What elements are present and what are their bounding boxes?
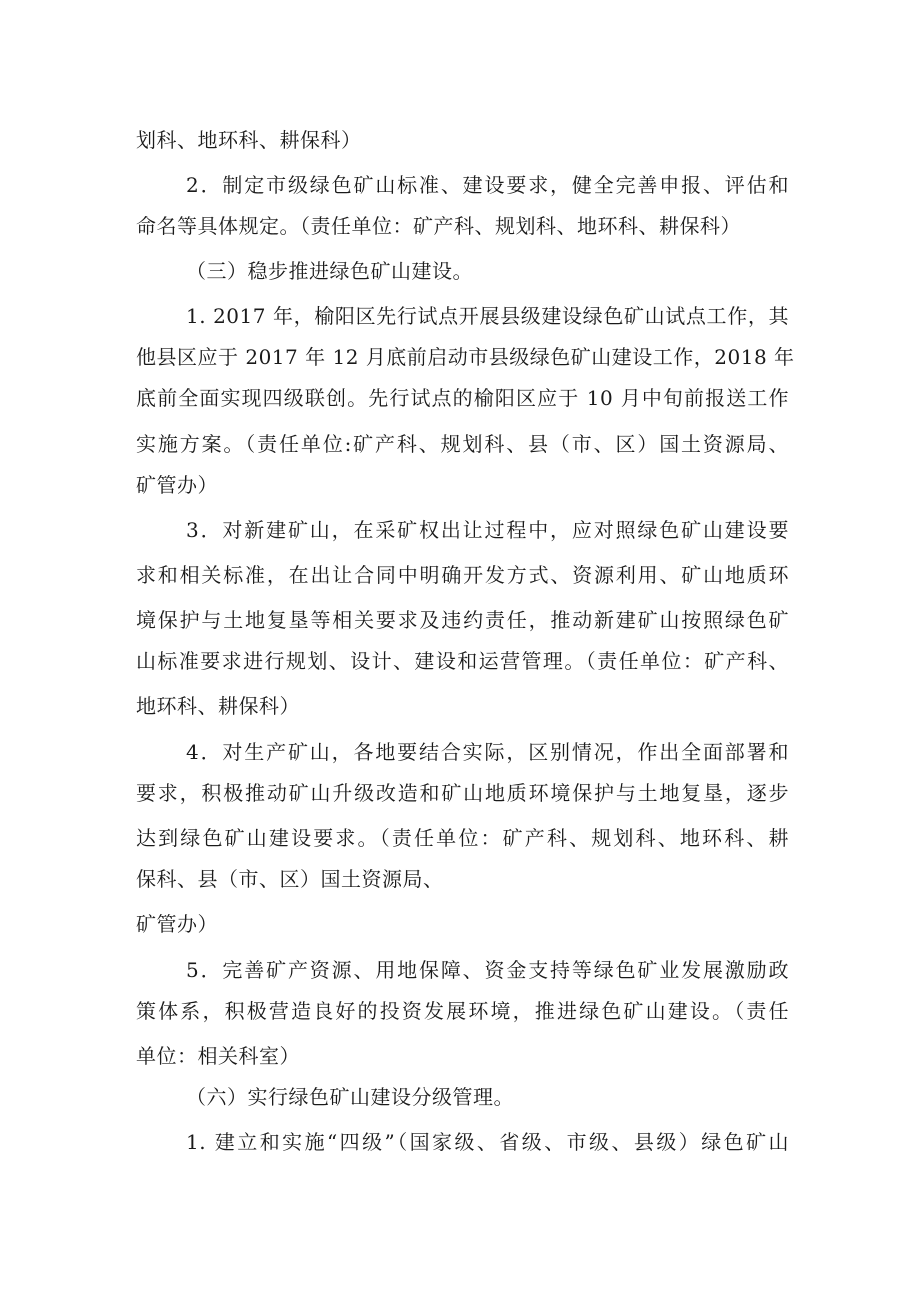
text-line: 底前全面实现四级联创。先行试点的榆阳区应于 10 月中旬前报送工作 <box>136 386 789 410</box>
text-line: 达到绿色矿山建设要求。（责任单位：矿产科、规划科、地环科、耕 <box>136 826 789 850</box>
text-line: 2．制定市级绿色矿山标准、建设要求，健全完善申报、评估和 <box>186 173 789 197</box>
text-line: 要求，积极推动矿山升级改造和矿山地质环境保护与土地复垦，逐步 <box>136 781 789 805</box>
text-line: 策体系，积极营造良好的投资发展环境，推进绿色矿山建设。（责任 <box>136 999 789 1023</box>
text-line: 山标准要求进行规划、设计、建设和运营管理。（责任单位：矿产科、 <box>136 649 789 673</box>
text-line: 4．对生产矿山，各地要结合实际，区别情况，作出全面部署和 <box>186 740 789 764</box>
text-line: 矿管办） <box>136 912 218 936</box>
text-line: 他县区应于 2017 年 12 月底前启动市县级绿色矿山建设工作，2018 年 <box>136 345 795 369</box>
text-line: 1. 2017 年，榆阳区先行试点开展县级建设绿色矿山试点工作，其 <box>186 304 789 328</box>
section-heading: （六）实行绿色矿山建设分级管理。 <box>186 1085 514 1109</box>
text-line: 5．完善矿产资源、用地保障、资金支持等绿色矿业发展激励政 <box>186 958 789 982</box>
text-line: 求和相关标准，在出让合同中明确开发方式、资源利用、矿山地质环 <box>136 563 789 587</box>
text-line: 保科、县（市、区）国土资源局、 <box>136 867 444 891</box>
text-line: 矿管办） <box>136 473 218 497</box>
text-line: 划科、地环科、耕保科） <box>136 128 362 152</box>
text-line: 3．对新建矿山，在采矿权出让过程中，应对照绿色矿山建设要 <box>186 518 789 542</box>
section-heading: （三）稳步推进绿色矿山建设。 <box>186 259 473 283</box>
text-line: 命名等具体规定。（责任单位：矿产科、规划科、地环科、耕保科） <box>136 214 741 238</box>
text-line: 1. 建立和实施“四级”（国家级、省级、市级、县级）绿色矿山 <box>186 1130 789 1154</box>
text-line: 地环科、耕保科） <box>136 694 300 718</box>
text-line: 单位：相关科室） <box>136 1044 300 1068</box>
text-line: 境保护与土地复垦等相关要求及违约责任，推动新建矿山按照绿色矿 <box>136 608 789 632</box>
text-line: 实施方案。（责任单位:矿产科、规划科、县（市、区）国土资源局、 <box>136 432 789 456</box>
